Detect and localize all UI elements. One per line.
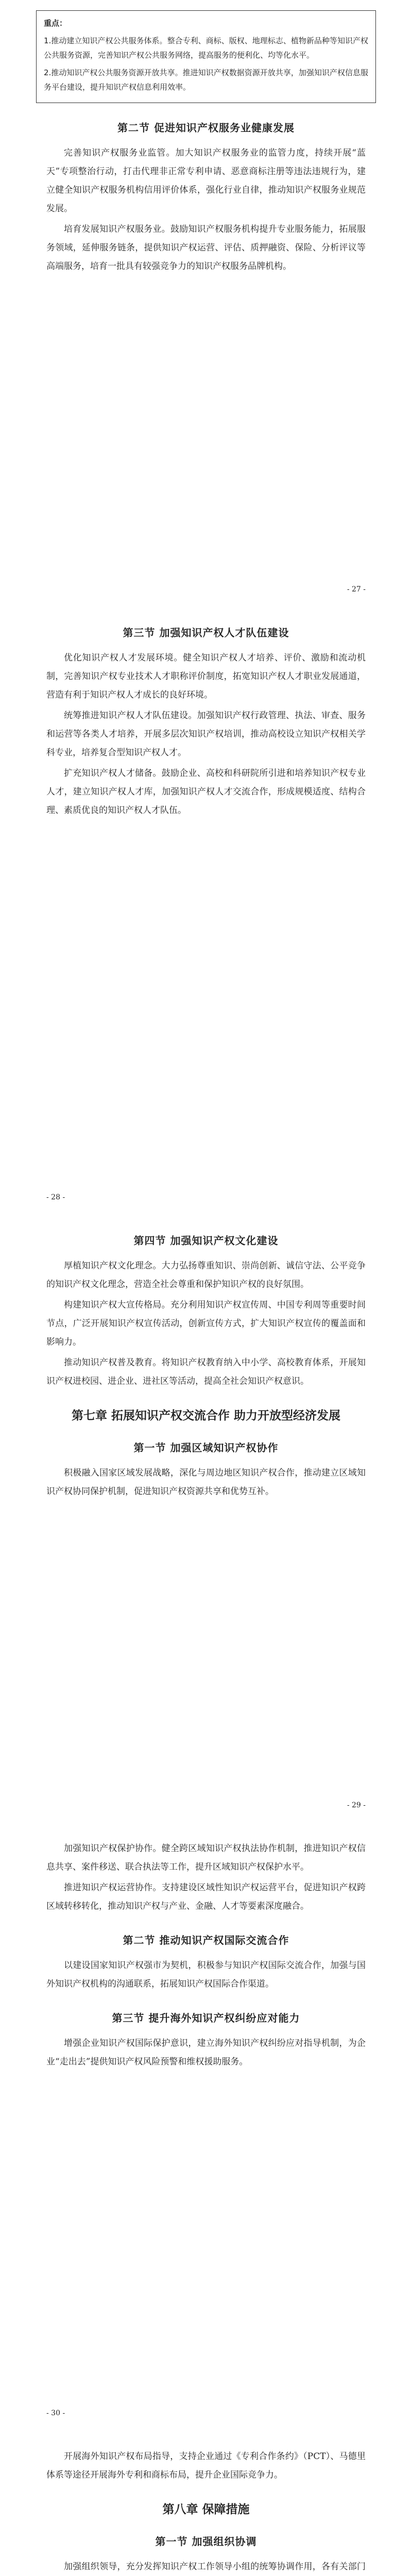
body-paragraph: 厚植知识产权文化理念。大力弘扬尊重知识、崇尚创新、诚信守法、公平竞争的知识产权文化理念，营造全社会尊重和保护知识产权的良好氛围。 — [46, 1261, 366, 1290]
highlight-box — [36, 10, 376, 103]
document-sheet-2 — [0, 608, 412, 1216]
section-heading: 第一节 加强区域知识产权协作 — [133, 1442, 279, 1454]
section-heading: 第三节 加强知识产权人才队伍建设 — [123, 626, 289, 639]
body-paragraph: 开展海外知识产权布局指导，支持企业通过《专利合作条约》（PCT）、马德里体系等途径开展海外专利和商标布局，提升企业国际竞争力。 — [46, 2451, 366, 2480]
body-paragraph: 扩充知识产权人才储备。鼓励企业、高校和科研院所引进和培养知识产权专业人才，建立知识产权人才库，加强知识产权人才交流合作，形成规模适度、结构合理、素质优良的知识产权人才队伍。 — [46, 768, 366, 816]
chapter-heading: 第七章 拓展知识产权交流合作 助力开放型经济发展 — [71, 1409, 340, 1422]
page-number: - 27 - — [347, 585, 366, 594]
section-heading: 第二节 推动知识产权国际交流合作 — [123, 1934, 289, 1946]
body-paragraph: 完善知识产权服务业监管。加大知识产权服务业的监管力度，持续开展“蓝天”专项整治行动，打击代理非正常专利申请、恶意商标注册等违法违规行为，建立健全知识产权服务机构信用评价体系，强化行业自律，推动知识产权服务业规范发展。 — [46, 148, 366, 214]
chapter-heading: 第八章 保障措施 — [162, 2502, 250, 2516]
body-paragraph: 构建知识产权大宣传格局。充分利用知识产权宣传周、中国专利周等重要时间节点，广泛开展知识产权宣传活动，创新宣传方式，扩大知识产权宣传的覆盖面和影响力。 — [46, 1300, 366, 1347]
section-heading: 第四节 加强知识产权文化建设 — [133, 1234, 279, 1247]
box-item-2: 2.推动知识产权公共服务资源开放共享。推进知识产权数据资源开放共享，加强知识产权信息服务平台建设，提升知识产权信息利用效率。 — [44, 68, 368, 92]
body-paragraph: 加强组织领导，充分发挥知识产权工作领导小组的统筹协调作用，各有关部门 — [64, 2562, 366, 2572]
document-sheet-3 — [0, 1216, 412, 1824]
body-paragraph: 推进知识产权运营协作。支持建设区域性知识产权运营平台，促进知识产权跨区域转移转化，推动知识产权与产业、金融、人才等要素深度融合。 — [46, 1883, 366, 1911]
box-item-1: 1.推动建立知识产权公共服务体系。整合专利、商标、版权、地理标志、植物新品种等知识产权公共服务资源，完善知识产权公共服务网络，提高服务的便利化、均等化水平。 — [44, 36, 368, 60]
page-number: - 29 - — [347, 1801, 366, 1809]
body-paragraph: 统筹推进知识产权人才队伍建设。加强知识产权行政管理、执法、审查、服务和运营等各类人才培养，开展多层次知识产权培训，推动高校设立知识产权相关学科专业，培养复合型知识产权人才。 — [46, 710, 366, 758]
document-sheet-4 — [0, 1824, 412, 2432]
body-paragraph: 优化知识产权人才发展环境。健全知识产权人才培养、评价、激励和流动机制，完善知识产权专业技术人才职称评价制度，拓宽知识产权人才职业发展通道，营造有利于知识产权人才成长的良好环境。 — [46, 653, 366, 700]
body-paragraph: 推动知识产权普及教育。将知识产权教育纳入中小学、高校教育体系，开展知识产权进校园、进企业、进社区等活动，提高全社会知识产权意识。 — [46, 1358, 366, 1386]
section-heading: 第三节 提升海外知识产权纠纷应对能力 — [112, 2012, 300, 2024]
document-sheet-5 — [0, 2432, 412, 2576]
body-paragraph: 积极融入国家区域发展战略，深化与周边地区知识产权合作，推动建立区域知识产权协同保护机制，促进知识产权资源共享和优势互补。 — [46, 1468, 366, 1497]
body-paragraph: 培育发展知识产权服务业。鼓励知识产权服务机构提升专业服务能力，拓展服务领域，延伸服务链条，提供知识产权运营、评估、质押融资、保险、分析评议等高端服务，培育一批具有较强竞争力的知识产权服务品牌机构。 — [46, 224, 366, 272]
section-heading: 第二节 促进知识产权服务业健康发展 — [117, 122, 295, 134]
document-sheet-1 — [0, 0, 412, 608]
page-number: - 30 - — [46, 2409, 65, 2417]
body-paragraph: 加强知识产权保护协作。健全跨区域知识产权执法协作机制，推进知识产权信息共享、案件移送、联合执法等工作，提升区域知识产权保护水平。 — [46, 1843, 366, 1872]
box-lead: 重点： — [44, 19, 67, 28]
section-heading: 第一节 加强组织协调 — [155, 2535, 257, 2548]
page-number: - 28 - — [46, 1193, 65, 1201]
body-paragraph: 增强企业知识产权国际保护意识，建立海外知识产权纠纷应对指导机制，为企业“走出去”提供知识产权风险预警和维权援助服务。 — [46, 2038, 366, 2067]
body-paragraph: 以建设国家知识产权强市为契机，积极参与知识产权国际交流合作，加强与国外知识产权机构的沟通联系，拓展知识产权国际合作渠道。 — [46, 1960, 366, 1989]
